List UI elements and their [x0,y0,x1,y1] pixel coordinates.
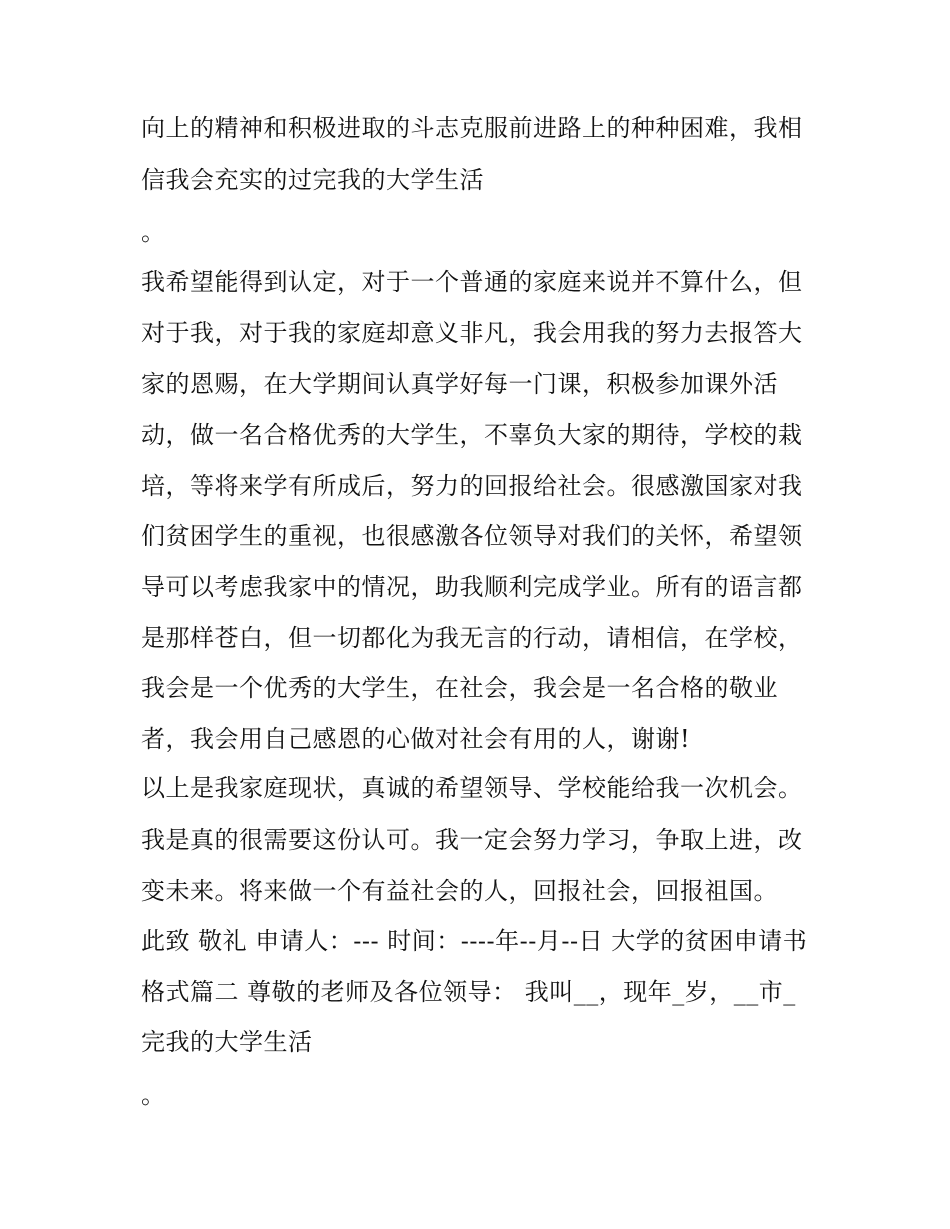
text-line: 者，我会用自己感恩的心做对社会有用的人，谢谢! [141,725,691,753]
text-line: 动，做一名合格优秀的大学生，不辜负大家的期待，学校的栽 [141,421,803,449]
text-line: 变未来。将来做一个有益社会的人，回报社会，回报祖国。 [141,877,778,905]
text-line: 信我会充实的过完我的大学生活 [141,166,484,194]
text-line: 家的恩赐，在大学期间认真学好每一门课，积极参加课外活 [141,370,778,398]
text-line: 是那样苍白，但一切都化为我无言的行动，请相信，在学校， [141,624,803,652]
text-line: 我会是一个优秀的大学生，在社会，我会是一名合格的敬业 [141,674,778,702]
text-line: 我是真的很需要这份认可。我一定会努力学习，争取上进，改 [141,826,803,854]
text-line: 我希望能得到认定，对于一个普通的家庭来说并不算什么，但 [141,268,803,296]
text-line: 以上是我家庭现状，真诚的希望领导、学校能给我一次机会。 [141,774,803,802]
text-line: 培，等将来学有所成后，努力的回报给社会。很感激国家对我 [141,472,803,500]
text-line: 们贫困学生的重视，也很感激各位领导对我们的关怀，希望领 [141,522,803,550]
text-line: 此致 敬礼 申请人：--- 时间：----年--月--日 大学的贫困申请书 [141,927,808,955]
text-line: 格式篇二 尊敬的老师及各位领导： 我叫__，现年_岁，__市_ [141,978,796,1006]
text-line: 。 [141,1081,166,1109]
text-line: 。 [141,218,166,246]
text-line: 向上的精神和积极进取的斗志克服前进路上的种种困难，我相 [141,114,803,142]
text-line: 导可以考虑我家中的情况，助我顺利完成学业。所有的语言都 [141,573,803,601]
text-line: 完我的大学生活 [141,1028,313,1056]
text-line: 对于我，对于我的家庭却意义非凡，我会用我的努力去报答大 [141,319,803,347]
